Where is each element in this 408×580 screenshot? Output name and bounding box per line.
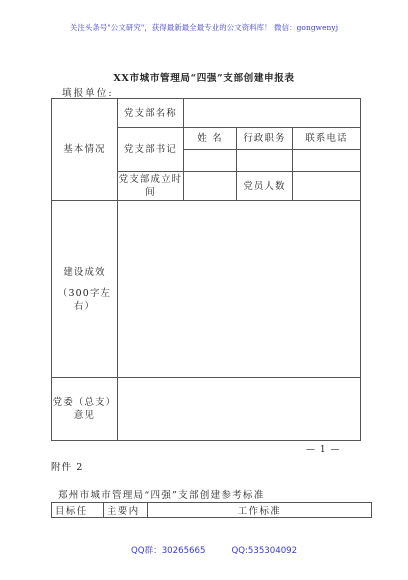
committee-opinion-label: 党委（总支）意见: [52, 377, 118, 440]
achievements-label: 建设成效: [63, 266, 106, 278]
secretary-name-value[interactable]: [184, 150, 237, 172]
member-count-value[interactable]: [293, 172, 361, 201]
standard-title: 郑州市城市管理局“四强”支部创建参考标准: [58, 490, 265, 501]
achievements-cell: [52, 201, 118, 378]
col-position-header: 行政职务: [237, 128, 293, 150]
committee-opinion-value[interactable]: [118, 377, 361, 440]
founded-label: 党支部成立时间: [118, 172, 184, 201]
std-header-content: 主要内: [104, 503, 148, 518]
application-table: [51, 98, 361, 441]
achievements-note: （300字左右）: [57, 287, 112, 312]
std-header-standard: 工作标准: [148, 503, 372, 518]
achievements-value[interactable]: [118, 201, 361, 378]
form-title: XX市城市管理局“四强”支部创建申报表: [113, 73, 295, 84]
qq-group-text: QQ群：30265665: [131, 546, 206, 556]
col-name-header: 姓 名: [184, 128, 237, 150]
secretary-label: 党支部书记: [118, 128, 184, 172]
basic-info-label: 基本情况: [52, 99, 118, 201]
col-phone-header: 联系电话: [293, 128, 361, 150]
branch-name-value[interactable]: [184, 99, 361, 128]
standard-table: [51, 502, 372, 518]
top-banner: 关注头条号"公文研究"，获得最新最全最专业的公文资料库！ 微信：gongwenyj: [69, 23, 339, 32]
secretary-position-value[interactable]: [237, 150, 293, 172]
qq-footer: [131, 544, 323, 556]
std-header-target: 目标任: [52, 503, 104, 518]
page-number: — 1 —: [306, 445, 341, 455]
fill-unit-label: 填报单位:: [62, 88, 114, 99]
member-count-label: 党员人数: [237, 172, 293, 201]
secretary-phone-value[interactable]: [293, 150, 361, 172]
branch-name-label: 党支部名称: [118, 99, 184, 128]
founded-value[interactable]: [184, 172, 237, 201]
attachment-label: 附件 2: [51, 462, 84, 473]
qq-text: QQ:535304092: [231, 546, 298, 556]
